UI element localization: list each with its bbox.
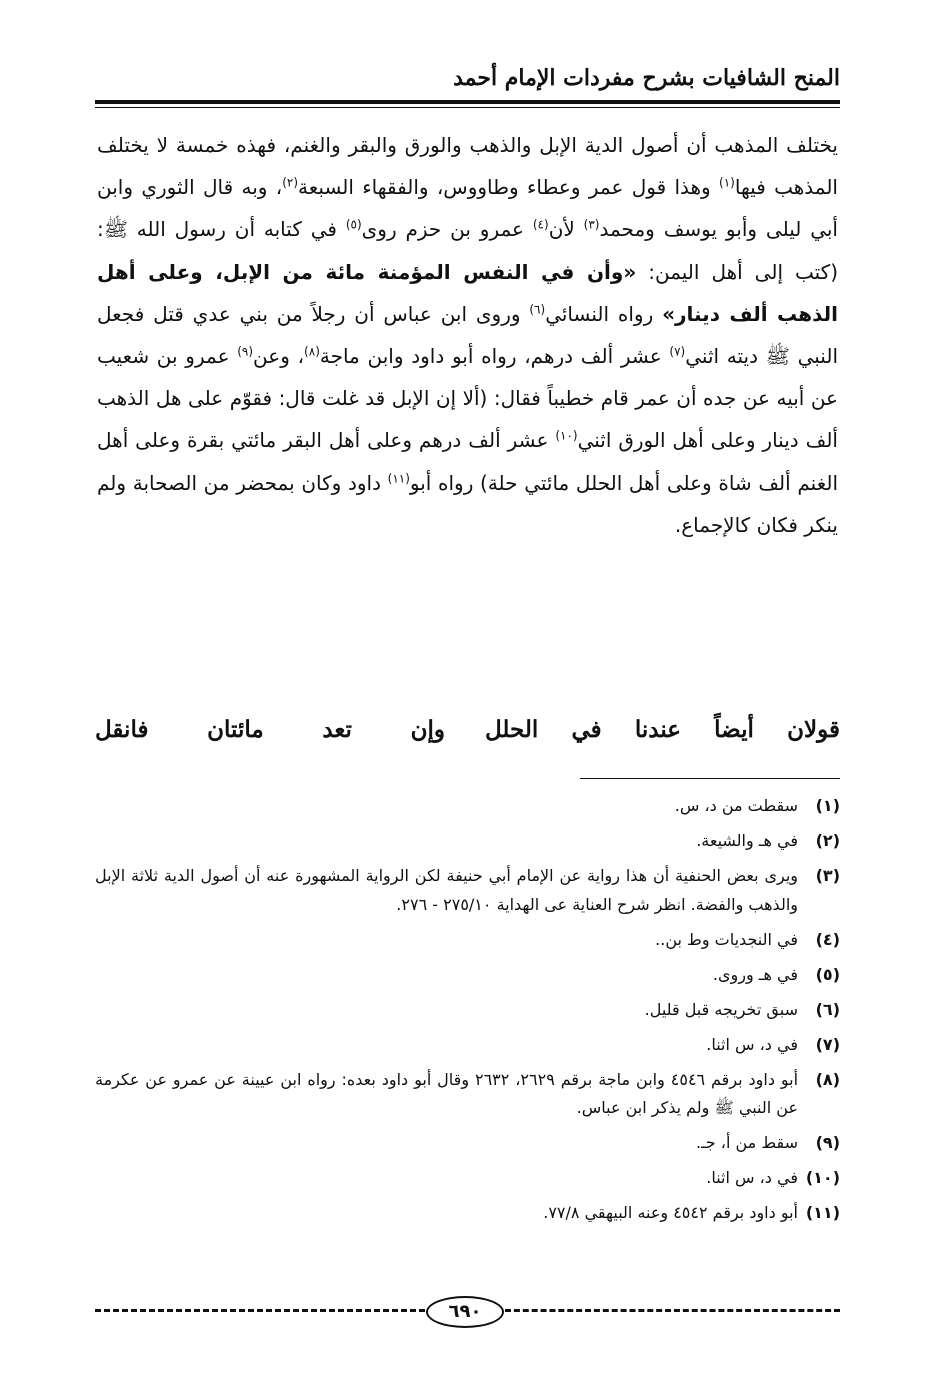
body-paragraph: يختلف المذهب أن أصول الدية الإبل والذهب والورق والبقر والغنم، فهذه خمسة لا يختلف المذهب فيها$^{(١)}$ وهذا قول عمر وعطاء وطاووس، والفقهاء السبعة$^{(٢)}$، وبه قال الثوري وابن أبي ليلى وأبو يوسف ومحمد$^{(٣)}$ لأن$^{(٤)}$ عمرو بن حزم روى$^{(٥)}$ في كتابه أن رسول الله ﷺ: (كتب إلى أهل اليمن: «وأن في النفس المؤمنة مائة من الإبل، وعلى أهل الذهب ألف دينار» رواه النسائي$^{(٦)}$ وروى ابن عباس أن رجلاً من بني عدي قتل فجعل النبي ﷺ ديته اثني$^{(٧)}$ عشر ألف درهم، رواه أبو داود وابن ماجة$^{(٨)}$، وعن$^{(٩)}$ عمرو بن شعيب عن أبيه عن جده أن عمر قام خطيباً فقال: (ألا إن الإبل قد غلت قال: فقوّم على هل الذهب ألف دينار وعلى أهل الورق اثني$^{(١٠)}$ عشر ألف درهم وعلى أهل البقر مائتي بقرة وعلى أهل الغنم ألف شاة وعلى أهل الحلل مائتي حلة) رواه أبو$^{(١١)}$ داود وكان بمحضر من الصحابة ولم ينكر فكان كالإجماع. (97, 133, 838, 537)
footnote-number: (١٠) (805, 1168, 840, 1187)
footnote-ref[interactable]: (٥) (345, 217, 362, 232)
footnote-number: (١١) (805, 1203, 840, 1222)
book-title: المنح الشافيات بشرح مفردات الإمام أحمد (453, 65, 840, 91)
footnote-item (95, 926, 840, 955)
footnote-ref[interactable]: (٧) (669, 344, 686, 359)
footnote-ref[interactable]: (١) (719, 175, 735, 190)
footer-dash-right (505, 1309, 840, 1312)
footnote-number: (١) (815, 796, 840, 815)
footnote-number: (٩) (815, 1133, 840, 1152)
footnote-number: (٧) (815, 1034, 840, 1054)
footer-dash-left (95, 1309, 425, 1312)
footnote-ref[interactable]: (١١) (387, 470, 410, 485)
footnote-text: سبق تخريجه قبل قليل. (644, 999, 798, 1019)
footnote-number: (٤) (815, 929, 840, 949)
footnote-item (95, 862, 840, 919)
footnote-ref[interactable]: (٨) (304, 344, 320, 359)
verse-first-hemistich: قولان أيضاً عندنا في الحلل (485, 716, 840, 743)
header-rule-thick (95, 100, 840, 104)
main-text (97, 124, 838, 546)
footnote-ref[interactable]: (٩) (237, 344, 254, 359)
footnote-text: في هـ والشيعة. (696, 831, 798, 850)
footnote-number: (٦) (815, 999, 840, 1019)
footnote-item (95, 1066, 840, 1123)
page-number: ٦٩٠ (426, 1296, 504, 1328)
footnote-number: (٨) (815, 1069, 840, 1089)
footnote-ref[interactable]: (٣) (583, 217, 600, 232)
footnote-item (95, 1199, 840, 1228)
footnote-item (95, 1129, 840, 1158)
footnote-text: في د، س اثنا. (706, 1034, 798, 1054)
footnote-item (95, 792, 840, 821)
footnote-text: سقط من أ، جـ. (696, 1133, 798, 1152)
verse-second-hemistich: وإن تعد مائتان فانقل (95, 716, 445, 743)
header-rule-thin (95, 107, 840, 108)
poem-verse (95, 708, 840, 752)
footnote-item (95, 996, 840, 1025)
footnote-number: (٥) (815, 964, 840, 984)
footnote-item (95, 1164, 840, 1193)
footnote-text: أبو داود برقم ٤٥٤٢ وعنه البيهقي ٧٧/٨. (543, 1203, 798, 1222)
footnote-item (95, 1031, 840, 1060)
footnote-number: (٢) (815, 831, 840, 850)
footnote-ref[interactable]: (١٠) (555, 428, 578, 443)
footnote-item (95, 961, 840, 990)
footnote-text: أبو داود برقم ٤٥٤٦ وابن ماجة برقم ٢٦٢٩، ٢٦٣٢ وقال أبو داود بعده: رواه ابن عيينة عن عمرو عن عكرمة عن النبي ﷺ ولم يذكر ابن عباس. (95, 1069, 799, 1117)
page-footer (95, 1296, 840, 1326)
footnote-text: في النجديات وط بن.. (655, 929, 798, 949)
footnote-text: سقطت من د، س. (674, 796, 798, 815)
footnote-ref[interactable]: (٤) (532, 217, 549, 232)
footnote-ref[interactable]: (٢) (282, 175, 299, 190)
footnote-ref[interactable]: (٦) (529, 302, 546, 317)
running-header (95, 58, 840, 98)
footnote-separator (580, 778, 840, 779)
footnote-text: ويرى بعض الحنفية أن هذا رواية عن الإمام أبي حنيفة لكن الرواية المشهورة عنه أن أصول الدية ثلاثة الإبل والذهب والفضة. انظر شرح العناية عى الهداية ٢٧٥/١٠ - ٢٧٦. (95, 866, 798, 914)
footnote-item (95, 827, 840, 856)
hadith-quote: «وأن في النفس المؤمنة مائة من الإبل، وعلى أهل الذهب ألف دينار» (97, 259, 838, 326)
footnote-number: (٣) (815, 866, 840, 885)
footnote-text: في هـ وروى. (712, 964, 798, 984)
footnotes-list (95, 792, 840, 1234)
footnote-text: في د، س اثنا. (706, 1168, 798, 1187)
